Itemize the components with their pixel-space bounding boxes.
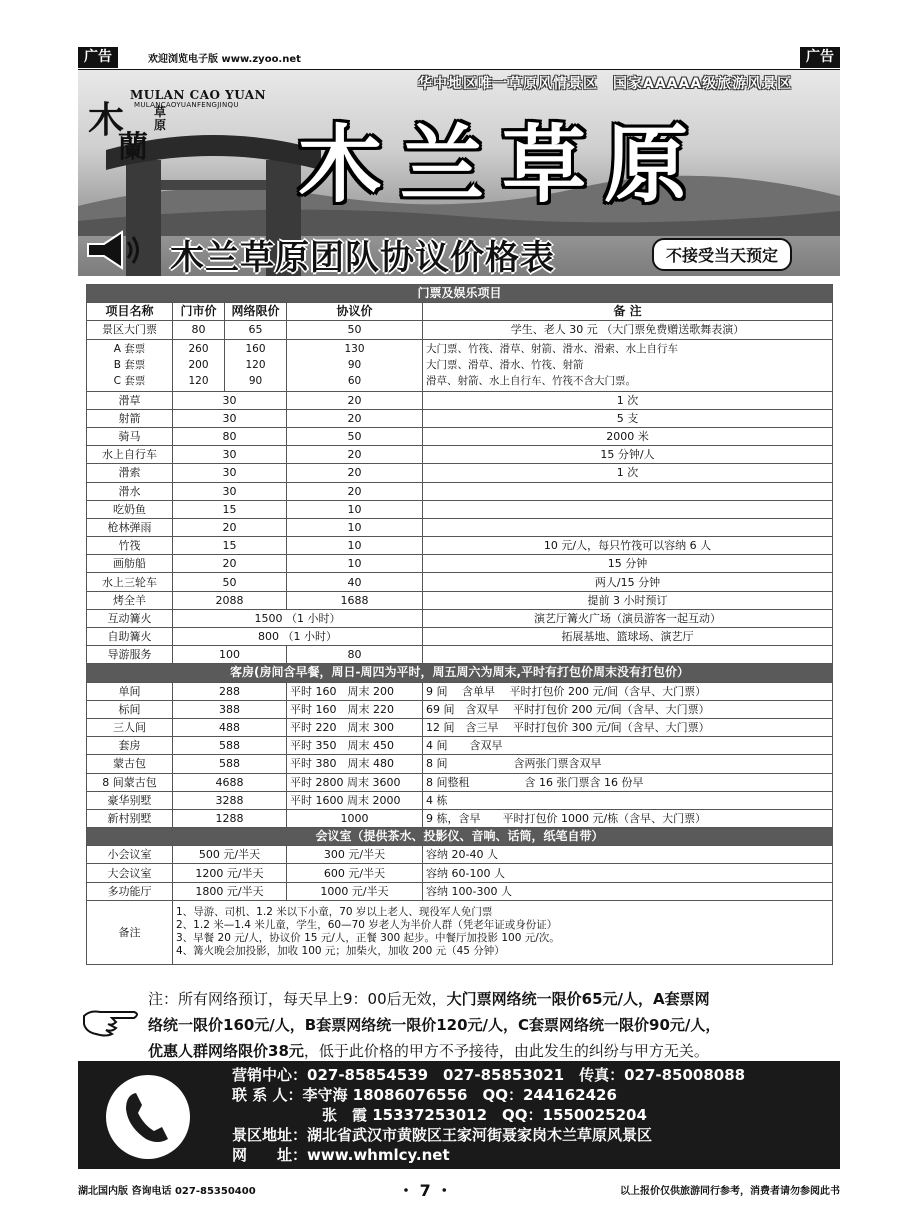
meeting-room-note: 容纳 60-100 人 <box>423 864 833 882</box>
item-price: 800 （1 小时） <box>173 628 423 646</box>
item-note: 10 元/人，每只竹筏可以容纳 6 人 <box>423 537 833 555</box>
header-agreed: 协议价 <box>287 303 423 321</box>
table-row <box>87 682 833 700</box>
slogan: 华中地区唯一草原风情景区 国家AAAAA级旅游风景区 <box>418 76 793 92</box>
room-name: 8 间蒙古包 <box>87 773 173 791</box>
room-rate: 平时 2800 周末 3600 <box>287 773 423 791</box>
pointing-hand-icon <box>82 1004 142 1038</box>
price-table <box>86 284 832 965</box>
footer-right: 以上报价仅供旅游同行参考，消费者请勿参阅此书 <box>620 1186 840 1197</box>
item-name: 导游服务 <box>87 646 173 664</box>
contact-person-1[interactable]: 李守海 18086076556 QQ：244162426 <box>302 1086 617 1104</box>
item-price: 15 <box>173 500 287 518</box>
room-note: 12 间 含三早 平时打包价 300 元/间（含早、大门票） <box>423 718 833 736</box>
item-note: 拓展基地、篮球场、演艺厅 <box>423 628 833 646</box>
item-note: 学生、老人 30 元 （大门票免费赠送歌舞表演） <box>423 321 833 339</box>
table-row <box>87 809 833 827</box>
agreed-price: 20 <box>287 391 423 409</box>
room-price: 3288 <box>173 791 287 809</box>
item-note: 演艺厅篝火广场（演员游客一起互动） <box>423 609 833 627</box>
online-price: 65 <box>225 321 287 339</box>
contact-panel <box>78 1061 840 1169</box>
table-row <box>87 646 833 664</box>
item-price: 20 <box>173 555 287 573</box>
table-row <box>87 755 833 773</box>
item-note: 提前 3 小时预订 <box>423 591 833 609</box>
ad-tag-right: 广告 <box>800 47 840 68</box>
room-name: 三人间 <box>87 718 173 736</box>
room-name: 新村别墅 <box>87 809 173 827</box>
table-row <box>87 500 833 518</box>
agreed-price: 20 <box>287 446 423 464</box>
table-row <box>87 718 833 736</box>
item-price: 50 <box>173 573 287 591</box>
main-title: 木兰草原 <box>298 116 707 214</box>
package-notes: 大门票、竹筏、滑草、射箭、滑水、滑索、水上自行车 大门票、滑草、滑水、竹筏、射箭 滑草、射箭、水上自行车、竹筏不含大门票。 <box>423 339 833 391</box>
item-price: 80 <box>173 427 287 445</box>
item-price: 30 <box>173 464 287 482</box>
room-note: 8 间 含两张门票含双早 <box>423 755 833 773</box>
megaphone-icon <box>84 226 144 274</box>
item-name: 画舫船 <box>87 555 173 573</box>
item-note <box>423 646 833 664</box>
table-row <box>87 591 833 609</box>
table-row <box>87 321 833 339</box>
item-name: 水上自行车 <box>87 446 173 464</box>
room-rate: 平时 1600 周末 2000 <box>287 791 423 809</box>
banner <box>78 70 840 276</box>
retail-price: 80 <box>173 321 225 339</box>
room-price: 588 <box>173 755 287 773</box>
page-number: ・ 7 ・ <box>398 1181 453 1200</box>
ad-tag-left: 广告 <box>78 47 118 68</box>
item-name: 枪林弹雨 <box>87 518 173 536</box>
item-price: 30 <box>173 482 287 500</box>
table-row <box>87 518 833 536</box>
agreed-price: 80 <box>287 646 423 664</box>
package-agreed: 130 90 60 <box>287 339 423 391</box>
meeting-room-note: 容纳 100-300 人 <box>423 882 833 900</box>
meeting-room-price: 500 元/半天 <box>173 846 287 864</box>
remarks-lines: 1、导游、司机、1.2 米以下小童，70 岁以上老人、现役军人免门票 2、1.2 米—1.4 米儿童，学生，60—70 岁老人为半价人群（凭老年证或身份证） 3、早餐 20 元/人，协议价 15 元/人，正餐 300 起步。中餐厅加投影 100 元/次。 4、篝火晚会加投影，加收 100 元；加柴火，加收 200 元（45 分钟） <box>173 900 833 964</box>
table-row <box>87 573 833 591</box>
room-name: 豪华别墅 <box>87 791 173 809</box>
item-price: 100 <box>173 646 287 664</box>
remarks-label: 备注 <box>87 900 173 964</box>
address: 湖北省武汉市黄陂区王家河街聂家岗木兰草原风景区 <box>307 1126 653 1144</box>
item-name: 骑马 <box>87 427 173 445</box>
agreed-price: 1688 <box>287 591 423 609</box>
item-name: 滑索 <box>87 464 173 482</box>
table-title: 木兰草原团队协议价格表 <box>170 238 555 276</box>
item-price: 15 <box>173 537 287 555</box>
item-name: 吃奶鱼 <box>87 500 173 518</box>
phone-icon <box>106 1075 190 1159</box>
agreed-price: 10 <box>287 537 423 555</box>
room-name: 套房 <box>87 737 173 755</box>
room-rate: 平时 220 周末 300 <box>287 718 423 736</box>
item-note <box>423 482 833 500</box>
item-name: 水上三轮车 <box>87 573 173 591</box>
section-tickets-title: 门票及娱乐项目 <box>87 285 833 303</box>
package-online: 160 120 90 <box>225 339 287 391</box>
table-row <box>87 882 833 900</box>
table-row <box>87 846 833 864</box>
agreed-price: 10 <box>287 518 423 536</box>
room-name: 蒙古包 <box>87 755 173 773</box>
header-retail: 门市价 <box>173 303 225 321</box>
meeting-room-agreed: 600 元/半天 <box>287 864 423 882</box>
agreed-price: 20 <box>287 464 423 482</box>
item-price: 1500 （1 小时） <box>173 609 423 627</box>
room-rate: 平时 160 周末 220 <box>287 700 423 718</box>
table-row <box>87 482 833 500</box>
item-note: 两人/15 分钟 <box>423 573 833 591</box>
room-rate: 平时 380 周末 480 <box>287 755 423 773</box>
logo-small-text: 草原 <box>154 105 167 132</box>
remarks-row <box>87 900 833 964</box>
room-note: 4 栋 <box>423 791 833 809</box>
table-row <box>87 791 833 809</box>
item-price: 2088 <box>173 591 287 609</box>
room-price: 4688 <box>173 773 287 791</box>
item-note: 1 次 <box>423 464 833 482</box>
table-row <box>87 391 833 409</box>
table-row <box>87 427 833 445</box>
item-name: 竹筏 <box>87 537 173 555</box>
agreed-price: 50 <box>287 321 423 339</box>
section-meeting-title: 会议室（提供茶水、投影仪、音响、话筒，纸笔自带） <box>87 828 833 846</box>
item-name: 景区大门票 <box>87 321 173 339</box>
agreed-price: 20 <box>287 409 423 427</box>
item-note: 15 分钟/人 <box>423 446 833 464</box>
room-name: 标间 <box>87 700 173 718</box>
item-name: 自助篝火 <box>87 628 173 646</box>
room-rate: 平时 160 周末 200 <box>287 682 423 700</box>
item-note: 2000 米 <box>423 427 833 445</box>
table-row <box>87 737 833 755</box>
table-row <box>87 555 833 573</box>
room-rate: 1000 <box>287 809 423 827</box>
contact-lines: 营销中心：027-85854539 027-85853021 传真：027-85008088 联 系 人：李守海 18086076556 QQ：244162426 张 霞 15337253012 QQ：1550025204 景区地址：湖北省武汉市黄陂区王家河街聂家岗木兰草原风景区 网 址：www.whmlcy.net <box>232 1066 746 1164</box>
footer-left: 湖北国内版 咨询电话 027-85350400 <box>78 1186 256 1197</box>
agreed-price: 50 <box>287 427 423 445</box>
contact-person-2[interactable]: 张 霞 15337253012 QQ：1550025204 <box>322 1106 647 1124</box>
table-row <box>87 773 833 791</box>
item-price: 20 <box>173 518 287 536</box>
table-row <box>87 700 833 718</box>
no-same-day-badge: 不接受当天预定 <box>652 238 792 271</box>
table-row <box>87 864 833 882</box>
item-name: 滑水 <box>87 482 173 500</box>
section-rooms-title: 客房(房间含早餐，周日-周四为平时，周五周六为周末,平时有打包价周末没有打包价） <box>87 664 833 682</box>
room-note: 8 间整租 含 16 张门票含 16 份早 <box>423 773 833 791</box>
table-row <box>87 446 833 464</box>
table-row <box>87 537 833 555</box>
header-online: 网络限价 <box>225 303 287 321</box>
agreed-price: 10 <box>287 555 423 573</box>
meeting-room-agreed: 1000 元/半天 <box>287 882 423 900</box>
logo-char-mu: 木 <box>88 99 125 141</box>
agreed-price: 20 <box>287 482 423 500</box>
package-retail: 260 200 120 <box>173 339 225 391</box>
header-note: 备 注 <box>423 303 833 321</box>
brand-english-sub: MULANCAOYUANFENGJINQU <box>134 101 239 109</box>
room-note: 9 间 含单早 平时打包价 200 元/间（含早、大门票） <box>423 682 833 700</box>
footnote: 注：所有网络预订，每天早上9：00后无效，大门票网络统一限价65元/人，A套票网 络统一限价160元/人，B套票网络统一限价120元/人，C套票网络统一限价90元/人， 优惠人群网络限价38元，低于此价格的甲方不予接待，由此发生的纠纷与甲方无关。 <box>82 986 842 1064</box>
item-note <box>423 518 833 536</box>
header-item: 项目名称 <box>87 303 173 321</box>
brand-english: MULAN CAO YUAN <box>130 88 267 102</box>
package-names: A 套票 B 套票 C 套票 <box>87 339 173 391</box>
meeting-room-name: 小会议室 <box>87 846 173 864</box>
item-note <box>423 500 833 518</box>
item-price: 30 <box>173 391 287 409</box>
item-note: 1 次 <box>423 391 833 409</box>
room-price: 288 <box>173 682 287 700</box>
item-name: 滑草 <box>87 391 173 409</box>
agreed-price: 10 <box>287 500 423 518</box>
table-row <box>87 339 833 391</box>
room-note: 69 间 含双早 平时打包价 200 元/间（含早、大门票） <box>423 700 833 718</box>
meeting-room-price: 1800 元/半天 <box>173 882 287 900</box>
table-row <box>87 628 833 646</box>
item-name: 烤全羊 <box>87 591 173 609</box>
table-row <box>87 609 833 627</box>
item-price: 30 <box>173 409 287 427</box>
room-price: 1288 <box>173 809 287 827</box>
site-text[interactable]: 欢迎浏览电子版 www.zyoo.net <box>148 54 301 65</box>
agreed-price: 40 <box>287 573 423 591</box>
item-note: 15 分钟 <box>423 555 833 573</box>
room-name: 单间 <box>87 682 173 700</box>
top-bar <box>78 47 840 69</box>
website-link[interactable]: www.whmlcy.net <box>307 1146 450 1164</box>
item-name: 射箭 <box>87 409 173 427</box>
room-price: 588 <box>173 737 287 755</box>
item-note: 5 支 <box>423 409 833 427</box>
room-price: 388 <box>173 700 287 718</box>
room-note: 9 栋，含早 平时打包价 1000 元/栋（含早、大门票） <box>423 809 833 827</box>
meeting-room-note: 容纳 20-40 人 <box>423 846 833 864</box>
item-price: 30 <box>173 446 287 464</box>
table-row <box>87 464 833 482</box>
room-note: 4 间 含双早 <box>423 737 833 755</box>
logo-char-lan: 蘭 <box>118 130 148 165</box>
item-name: 互动篝火 <box>87 609 173 627</box>
meeting-room-agreed: 300 元/半天 <box>287 846 423 864</box>
table-row <box>87 409 833 427</box>
room-price: 488 <box>173 718 287 736</box>
meeting-room-name: 大会议室 <box>87 864 173 882</box>
sales-phones[interactable]: 027-85854539 027-85853021 传真：027-85008088 <box>307 1066 746 1084</box>
meeting-room-price: 1200 元/半天 <box>173 864 287 882</box>
meeting-room-name: 多功能厅 <box>87 882 173 900</box>
room-rate: 平时 350 周末 450 <box>287 737 423 755</box>
